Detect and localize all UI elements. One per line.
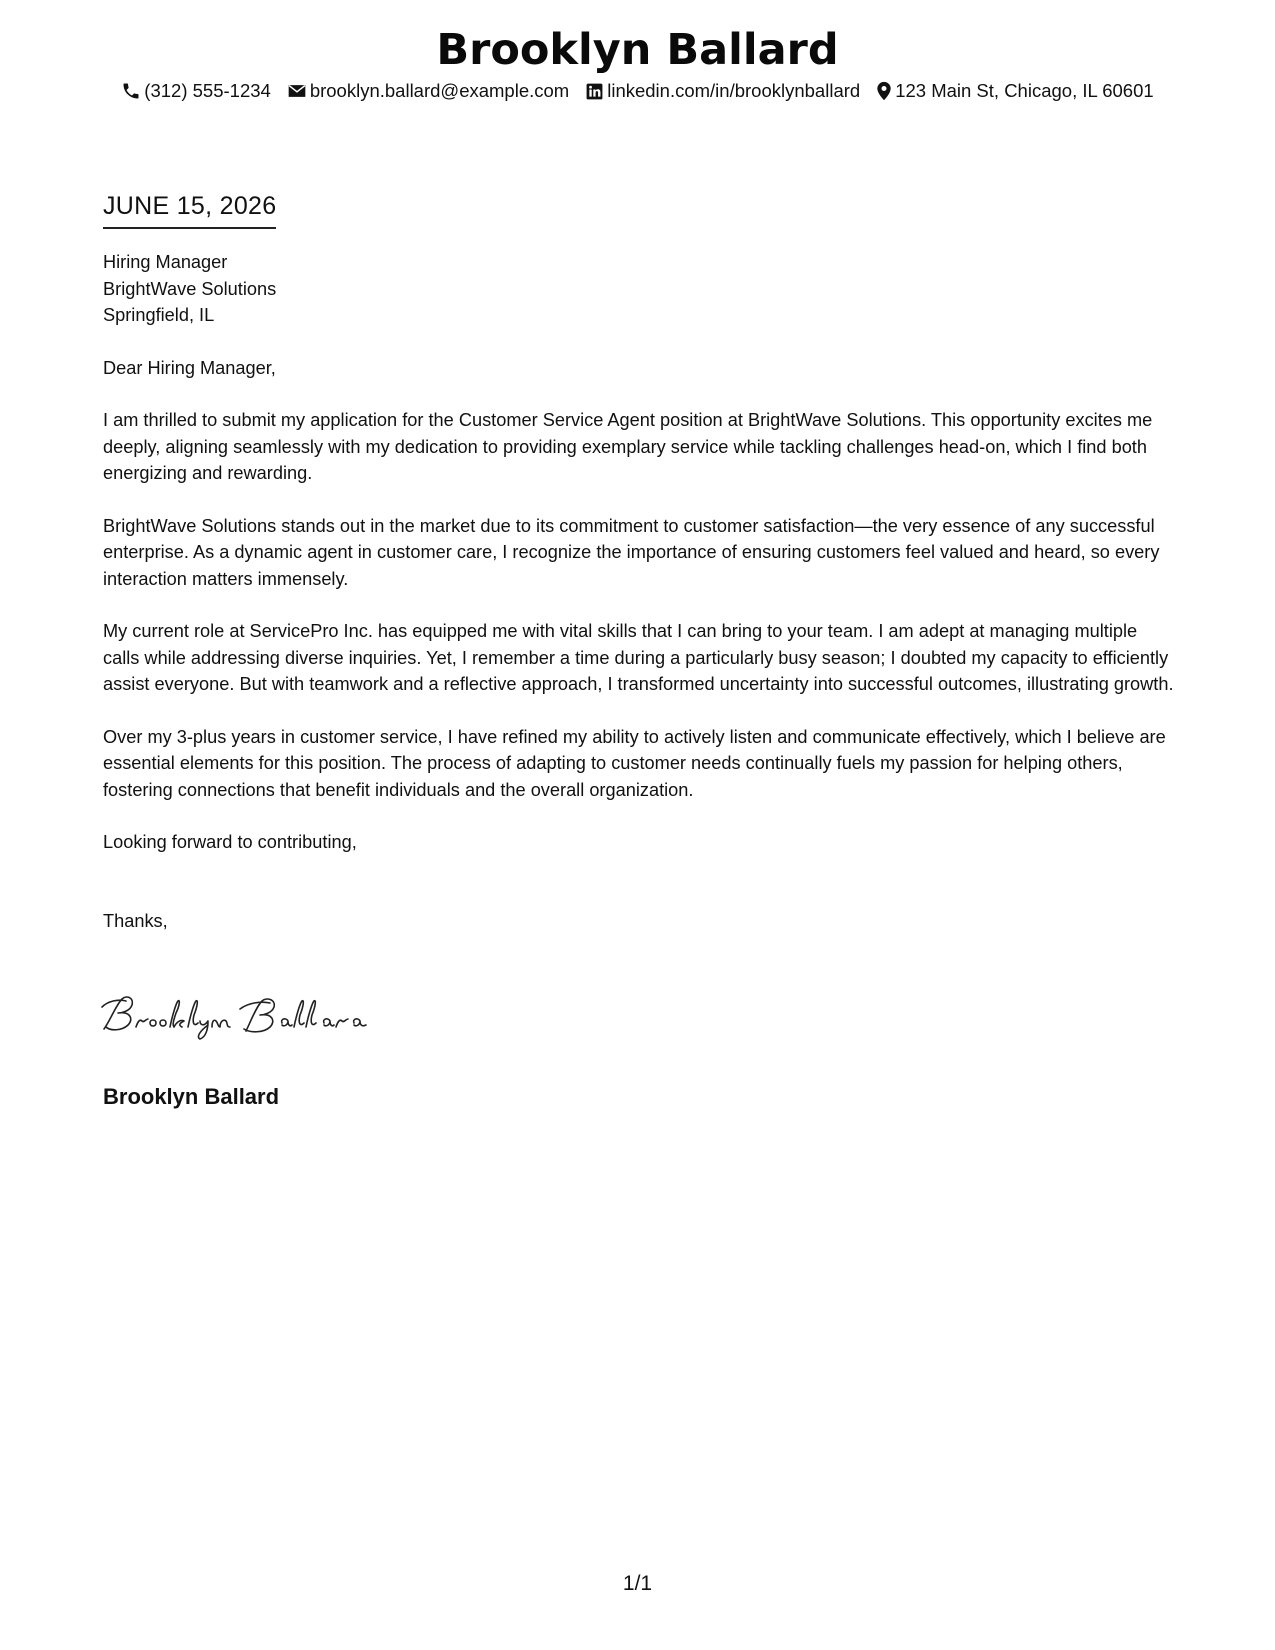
linkedin-icon — [585, 82, 604, 101]
linkedin-text: linkedin.com/in/brooklynballard — [607, 80, 861, 101]
envelope-icon — [287, 81, 307, 101]
paragraph: I am thrilled to submit my application for the Customer Service Agent position at BrightWave Solutions. This opportunity excites me deeply, aligning seamlessly with my dedication to providing exemplary service while tackling challenges head-on, which I find both energizing and rewarding. — [103, 410, 1153, 483]
signoff: Thanks, — [103, 910, 168, 931]
letter-date: JUNE 15, 2026 — [103, 190, 276, 229]
map-pin-icon — [876, 81, 892, 101]
closing-line: Looking forward to contributing, — [103, 832, 357, 852]
recipient-block — [103, 249, 1178, 329]
page-number: 1/1 — [622, 1572, 653, 1595]
greeting: Dear Hiring Manager, — [103, 357, 276, 378]
paragraph: BrightWave Solutions stands out in the market due to its commitment to customer satisfaction—the very essence of any successful enterprise. As a dynamic agent in customer care, I recognize the importance of ensuring customers feel valued and heard, so every interaction matters immensely. — [103, 515, 1160, 589]
phone-icon — [121, 81, 141, 101]
recipient-line: Hiring Manager — [103, 252, 228, 272]
handwritten-signature — [100, 993, 370, 1048]
contact-address — [876, 78, 1154, 104]
recipient-line: BrightWave Solutions — [103, 278, 277, 299]
contact-phone — [121, 78, 271, 104]
email-text: brooklyn.ballard@example.com — [309, 80, 570, 101]
paragraph: My current role at ServicePro Inc. has equipped me with vital skills that I can bring to your team. I am adept at managing multiple calls while addressing diverse inquiries. Yet, I remember a time during a particularly busy season; I doubted my capacity to efficiently assist everyone. But with teamwork and a reflective approach, I transformed uncertainty into successful outcomes, illustrating growth. — [103, 621, 1174, 694]
contact-linkedin — [585, 78, 860, 104]
signer-name: Brooklyn Ballard — [103, 1084, 280, 1109]
recipient-line: Springfield, IL — [103, 305, 215, 325]
contact-row — [0, 78, 1275, 104]
letter-body — [103, 249, 1178, 934]
applicant-name: Brooklyn Ballard — [436, 25, 839, 75]
address-text: 123 Main St, Chicago, IL 60601 — [895, 80, 1154, 101]
paragraph: Over my 3-plus years in customer service, I have refined my ability to actively listen and communicate effectively, which I believe are essential elements for this position. The process of adapting to customer needs continually fuels my passion for helping others, fostering connections that benefit individuals and the overall organization. — [103, 726, 1166, 800]
phone-text: (312) 555-1234 — [144, 80, 271, 101]
contact-email — [287, 78, 569, 104]
